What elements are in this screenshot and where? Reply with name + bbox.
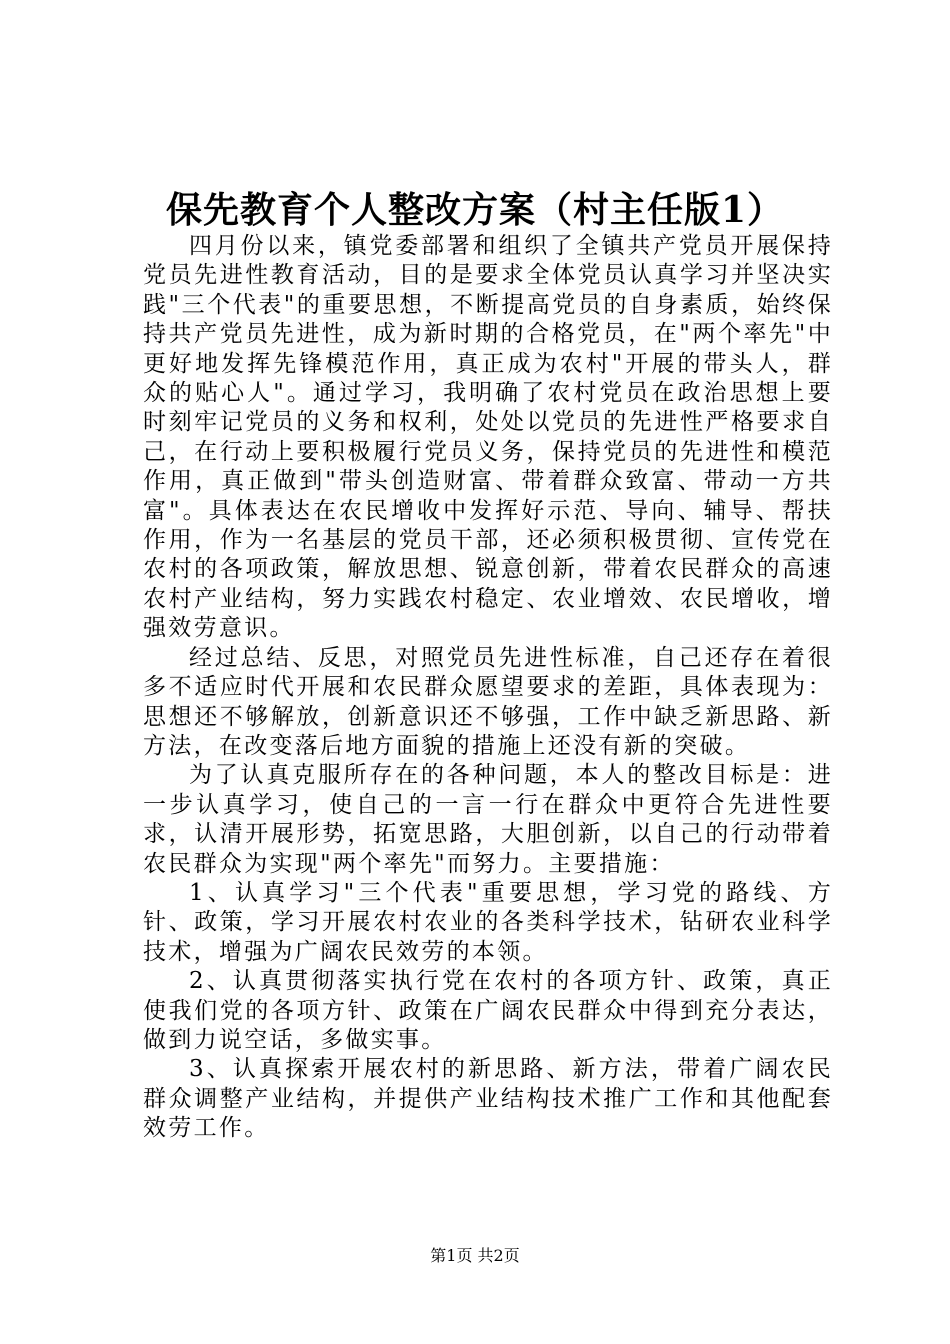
paragraph-measure-2: 2、认真贯彻落实执行党在农村的各项方针、政策，真正使我们党的各项方针、政策在广阔农民群众中得到充分表达，做到力说空话，多做实事。	[143, 968, 833, 1053]
document-title: 保先教育个人整改方案（村主任版1）	[165, 189, 785, 231]
page-footer: 第1页 共2页	[430, 1246, 520, 1265]
paragraph-intro: 四月份以来，镇党委部署和组织了全镇共产党员开展保持党员先进性教育活动，目的是要求全体党员认真学习并坚决实践"三个代表"的重要思想，不断提高党员的自身素质，始终保持共产党员先进性，成为新时期的合格党员，在"两个率先"中更好地发挥先锋模范作用，真正成为农村"开展的带头人，群众的贴心人"。通过学习，我明确了农村党员在政治思想上要时刻牢记党员的义务和权利，处处以党员的先进性严格要求自己，在行动上要积极履行党员义务，保持党员的先进性和模范作用，真正做到"带头创造财富、带着群众致富、带动一方共富"。具体表达在农民增收中发挥好示范、导向、辅导、帮扶作用，作为一名基层的党员干部，还必须积极贯彻、宣传党在农村的各项政策，解放思想、锐意创新，带着农民群众的高速农村产业结构，努力实践农村稳定、农业增效、农民增收，增强效劳意识。	[143, 233, 833, 642]
paragraph-measure-1: 1、认真学习"三个代表"重要思想，学习党的路线、方针、政策，学习开展农村农业的各类科学技术，钻研农业科学技术，增强为广阔农民效劳的本领。	[143, 879, 833, 965]
document-body	[143, 232, 833, 1144]
paragraph-measure-3: 3、认真探索开展农村的新思路、新方法，带着广阔农民群众调整产业结构，并提供产业结构技术推广工作和其他配套效劳工作。	[143, 1056, 833, 1142]
paragraph-shortcomings: 经过总结、反思，对照党员先进性标准，自己还存在着很多不适应时代开展和农民群众愿望要求的差距，具体表现为：思想还不够解放，创新意识还不够强，工作中缺乏新思路、新方法，在改变落后地方面貌的措施上还没有新的突破。	[143, 644, 833, 759]
paragraph-goals: 为了认真克服所存在的各种问题，本人的整改目标是：进一步认真学习，使自己的一言一行在群众中更符合先进性要求，认清开展形势，拓宽思路，大胆创新，以自己的行动带着农民群众为实现"两个率先"而努力。主要措施：	[143, 762, 833, 877]
